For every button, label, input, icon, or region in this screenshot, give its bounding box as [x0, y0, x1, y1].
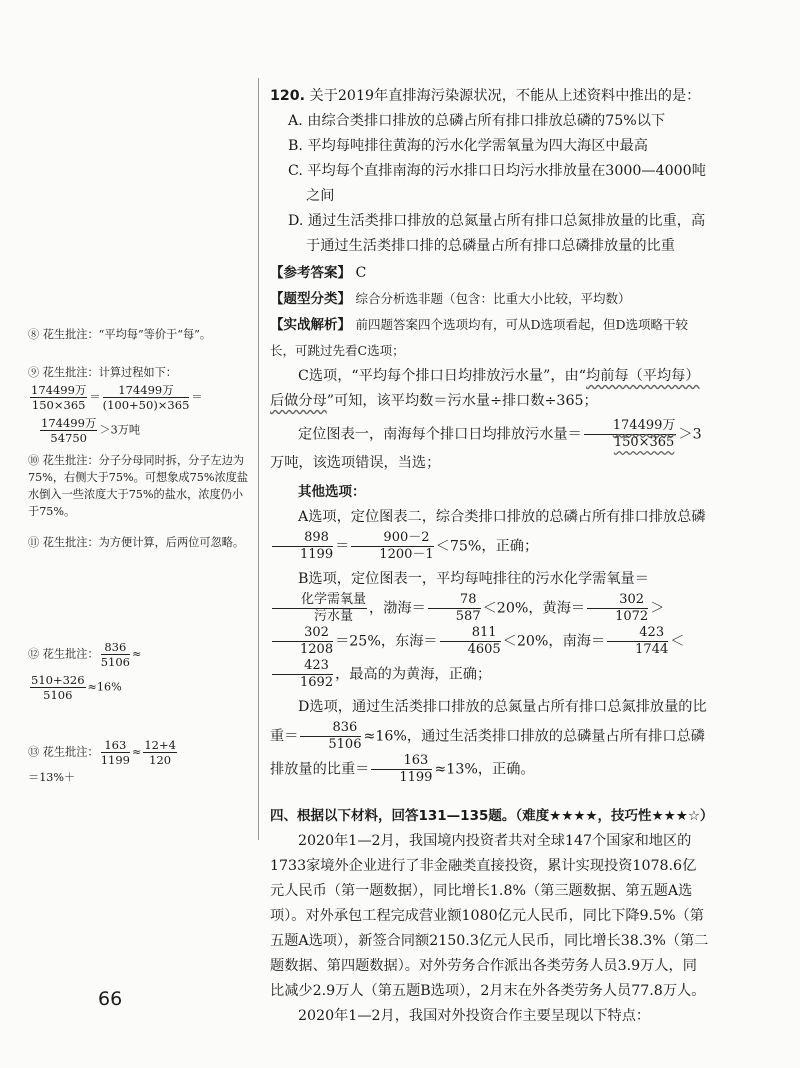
c-analysis-2: 定位图表一，南海每个排口日均排放污水量＝ $\frac{\text{174499万}}{150\times 365}$ ＞3万吨，该选项错误，当选；: [270, 418, 702, 471]
a-fraction-1: $\frac{898}{1199}$: [272, 530, 333, 563]
main-column: [270, 84, 714, 1029]
option-d: D. 通过生活类排口排放的总氮量占所有排口总氮排放量的比重，高于通过生活类排口排的总磷量占所有排口总磷排放量的比重: [288, 213, 706, 254]
note-10-text: ⑩ 花生批注：分子分母同时拆，分子左边为75%，右侧大于75%。可想象成75%浓度盐水倒入一些浓度大于75%的盐水，浓度仍小于75%。: [28, 454, 249, 518]
c-fraction: $\frac{\text{174499万}}{150\times 365}$: [584, 418, 677, 451]
note-9-fraction-3: $\frac{\text{174499万}}{54750}$: [41, 416, 97, 445]
question-stem: 120. 关于2019年直排海污染源状况，不能从上述资料中推出的是：: [270, 88, 701, 104]
column-divider: [258, 78, 259, 840]
type-line: 【题型分类】 综合分析选非题（包含：比重大小比较，平均数）: [270, 291, 631, 307]
note-9-result: ＞3万吨: [99, 423, 141, 437]
b-analysis: B选项，定位图表一，平均每吨排往的污水化学需氧量＝ $\frac{\text{化学需氧量}}{\text{污水量}}$ ，渤海＝ $\frac{78}{587}$ ＜20%，黄海＝ $\frac{302}{1072}$ ＞ $\frac{302}{1208}$ ＝25%，东海＝ $\frac{811}{4605}$ ＜20%，南海＝ $\frac{423}{1744}$ ＜ $\frac{423}{1692}$ ，最高的为黄海，正确；: [270, 567, 710, 691]
section-title: 四、根据以下材料，回答131—135题。（难度★★★★，技巧性★★★☆）: [270, 808, 714, 824]
note-11-text: ⑪ 花生批注：为方便计算，后两位可忽略。: [28, 536, 245, 549]
b-fraction-bohai: $\frac{78}{587}$: [428, 592, 481, 625]
b-fraction-formula: $\frac{\text{化学需氧量}}{\text{污水量}}$: [272, 592, 367, 625]
a-fraction-2: $\frac{900-2}{1200-1}$: [351, 530, 433, 563]
note-12-label: ⑫ 花生批注：: [28, 647, 99, 661]
note-9: ⑨ 花生批注：计算过程如下： $\frac{\text{174499万}}{150\times 365}$ ＝ $\frac{\text{174499万}}{(100+50)\times 365}$ ＝ $\frac{\text{174499万}}{54750}$ ＞3万吨: [28, 364, 250, 445]
b-fraction-nanhai-2: $\frac{423}{1692}$: [272, 658, 333, 691]
note-8: [28, 326, 250, 343]
b-fraction-nanhai: $\frac{423}{1744}$: [607, 625, 668, 658]
d-analysis: D选项，通过生活类排口排放的总氮量占所有排口总氮排放量的比重＝ $\frac{836}{5106}$ ≈16%，通过生活类排口排放的总磷量占所有排口总磷排放量的比重＝ $\frac{163}{1199}$ ≈13%，正确。: [270, 699, 707, 785]
note-12: ⑫ 花生批注： $\frac{836}{5106}$ ≈ $\frac{510+326}{5106}$ ≈16%: [28, 640, 142, 702]
analysis-intro: 【实战解析】 前四题答案四个选项均有，可从D选项看起，但D选项略干较长，可跳过先看C选项；: [270, 317, 689, 358]
note-12-fraction-2: $\frac{510+326}{5106}$: [31, 673, 85, 702]
note-13-label: ⑬ 花生批注：: [28, 745, 99, 759]
note-12-fraction-1: $\frac{836}{5106}$: [100, 640, 130, 669]
b-fraction-huanghai: $\frac{302}{1072}$: [587, 592, 648, 625]
note-8-text: ⑧ 花生批注：“平均每”等价于“每”。: [28, 328, 212, 341]
note-13: ⑬ 花生批注： $\frac{163}{1199}$ ≈ $\frac{12+4}{120}$ ＝13%＋: [28, 738, 250, 786]
material-paragraph-1: 2020年1—2月，我国境内投资者共对全球147个国家和地区的1733家境外企业进行了非金融类直接投资，累计实现投资1078.6亿元人民币（第一题数据），同比增长1.8%（第三题数据、第五题A选项）。对外承包工程完成营业额1080亿元人民币，同比下降9.5%（第五题A选项），新签合同额2150.3亿元人民币，同比增长38.3%（第二题数据、第四题数据）。对外劳务合作派出各类劳务人员3.9万人，同比减少2.9万人（第五题B选项），2月末在外各类劳务人员77.8万人。: [270, 833, 709, 999]
c-analysis-1: C选项，“平均每个排口日均排放污水量”，由“均前每（平均每）后做分母”可知，该平均数＝污水量÷排口数÷365；: [270, 368, 700, 409]
note-13-result: ＝13%＋: [28, 771, 76, 784]
d-fraction-p: $\frac{163}{1199}$: [371, 753, 432, 786]
b-fraction-huanghai-2: $\frac{302}{1208}$: [272, 625, 333, 658]
note-13-fraction-2: $\frac{12+4}{120}$: [144, 738, 176, 767]
note-9-fraction-1: $\frac{\text{174499万}}{150\times 365}$: [31, 383, 87, 412]
note-10: [28, 452, 250, 520]
a-analysis: A选项，定位图表二，综合类排口排放的总磷占所有排口排放总磷 $\frac{898}{1199}$ ＝ $\frac{900-2}{1200-1}$ ＜75%，正确；: [270, 505, 710, 563]
page-number: 66: [98, 988, 123, 1010]
option-b: B. 平均每吨排往黄海的污水化学需氧量为四大海区中最高: [288, 138, 648, 154]
other-options-label: 其他选项：: [298, 484, 366, 500]
option-a: A. 由综合类排口排放的总磷占所有排口排放总磷的75%以下: [288, 113, 666, 129]
note-13-fraction-1: $\frac{163}{1199}$: [100, 738, 130, 767]
b-fraction-donghai: $\frac{811}{4605}$: [440, 625, 501, 658]
note-9-fraction-2: $\frac{\text{174499万}}{(100+50)\times 365}$: [102, 383, 190, 412]
answer-line: 【参考答案】 C: [270, 265, 367, 281]
d-fraction-n: $\frac{836}{5106}$: [300, 720, 361, 753]
material-paragraph-2: 2020年1—2月，我国对外投资合作主要呈现以下特点：: [298, 1008, 651, 1024]
note-12-result: ≈16%: [87, 680, 122, 694]
note-11: [28, 534, 250, 551]
option-c: C. 平均每个直排南海的污水排口日均污水排放量在3000—4000吨之间: [288, 163, 706, 204]
note-9-text: ⑨ 花生批注：计算过程如下：: [28, 366, 177, 379]
